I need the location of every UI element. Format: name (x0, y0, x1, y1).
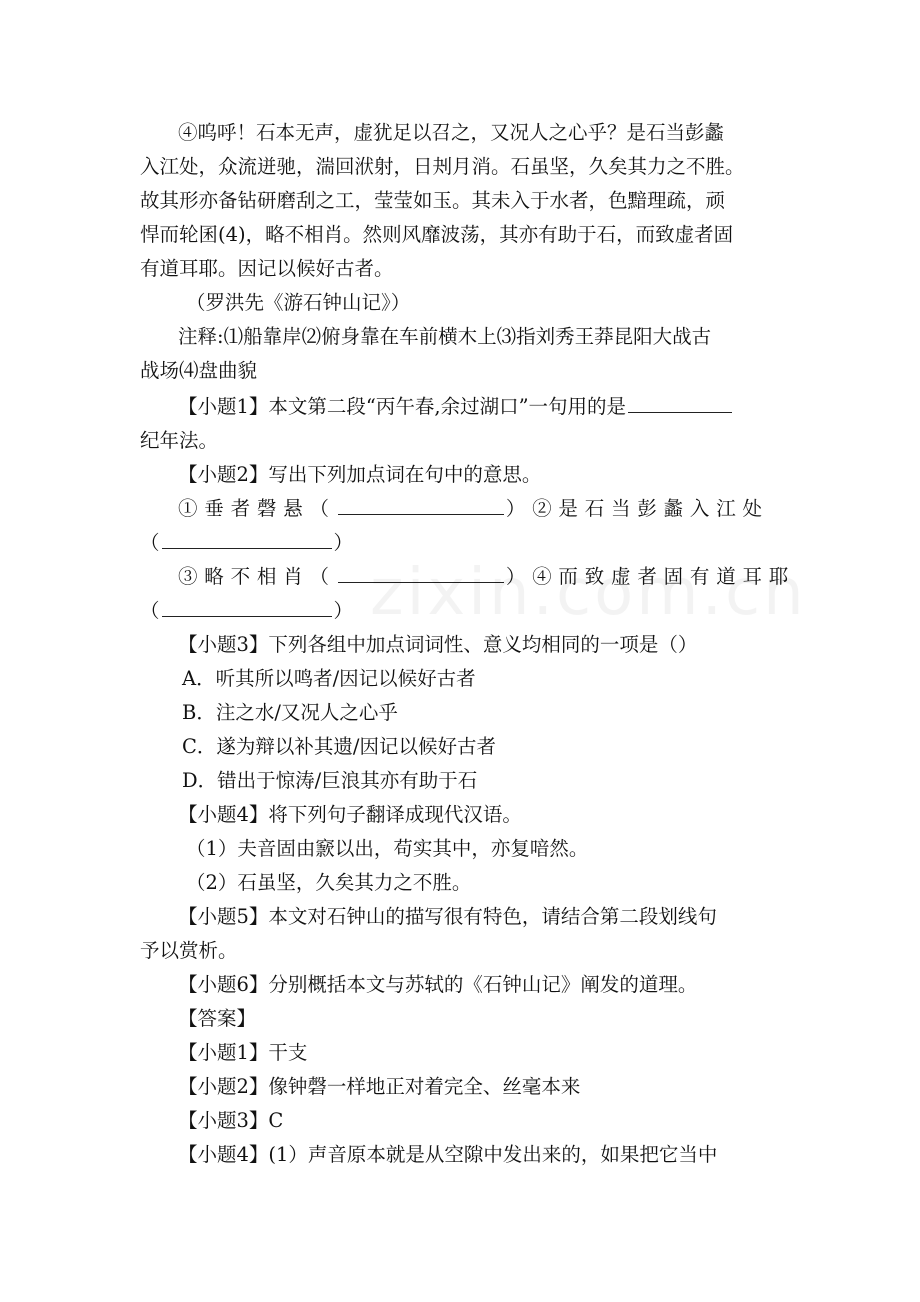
open-paren: （ (140, 599, 160, 622)
question-1-text: 【小题1】本文第二段“丙午春,余过湖口”一句用的是 (178, 395, 627, 418)
paragraph-4-line-1: ④呜呼！石本无声，虚犹足以召之，又况人之心乎？是石当彭蠡 (178, 121, 725, 144)
question-5: 【小题5】本文对石钟山的描写很有特色，请结合第二段划线句 (178, 905, 717, 928)
answer-blank-2-4[interactable] (162, 596, 332, 617)
answer-blank-2-2[interactable] (162, 528, 332, 549)
question-1-cont: 纪年法。 (140, 429, 219, 452)
open-paren: （ (140, 531, 160, 554)
question-5-cont: 予以赏析。 (140, 939, 238, 962)
question-1 (178, 390, 734, 424)
notes-line-1: 注释:⑴船靠岸⑵俯身靠在车前横木上⑶指刘秀王莽昆阳大战古 (178, 325, 712, 348)
item-3-label: ③略不相肖（ (178, 565, 336, 588)
answer-2: 【小题2】像钟磬一样地正对着完全、丝毫本来 (178, 1075, 581, 1098)
notes-line-2: 战场⑷盘曲貌 (140, 359, 258, 382)
question-2-item-row-1 (178, 492, 769, 526)
option-c: C．遂为辩以补其遗/因记以候好古者 (182, 735, 496, 758)
question-6: 【小题6】分别概括本文与苏轼的《石钟山记》阐发的道理。 (178, 973, 698, 996)
item-4-label: ）④而致虚者固有道耳耶 (505, 565, 796, 588)
question-4: 【小题4】将下列句子翻译成现代汉语。 (178, 803, 522, 826)
paragraph-4-line-4: 悍而轮囷(4)，略不相肖。然则风靡波荡，其亦有助于石，而致虚者固 (140, 223, 734, 246)
sentence-1: （1）夫音固由窾以出，苟实其中，亦复喑然。 (186, 837, 589, 860)
source-citation: （罗洪先《游石钟山记》） (186, 291, 411, 314)
answer-blank-1[interactable] (628, 392, 732, 413)
answer-4: 【小题4】(1）声音原本就是从空隙中发出来的，如果把它当中 (178, 1143, 718, 1166)
question-2-item-row-2 (140, 526, 353, 560)
question-2-item-row-4 (140, 594, 353, 628)
paragraph-4-line-2: 入江处，众流迸驰，湍回洑射，日刔月消。石虽坚，久矣其力之不胜。 (140, 155, 745, 178)
item-1-label: ①垂者磬悬（ (178, 497, 336, 520)
paragraph-4-line-3: 故其形亦备钻研磨刮之工，莹莹如玉。其未入于水者，色黯理疏，顽 (140, 189, 726, 212)
close-paren: ） (333, 599, 354, 622)
question-2-item-row-3 (178, 560, 795, 594)
close-paren: ） (333, 531, 354, 554)
answer-1: 【小题1】干支 (178, 1041, 308, 1064)
question-2: 【小题2】写出下列加点词在句中的意思。 (178, 463, 542, 486)
option-b: B．注之水/又况人之心乎 (182, 701, 398, 724)
question-3: 【小题3】下列各组中加点词词性、意义均相同的一项是（） (178, 633, 698, 656)
answer-blank-2-1[interactable] (338, 494, 504, 515)
option-d: D．错出于惊涛/巨浪其亦有助于石 (182, 769, 478, 792)
answer-blank-2-3[interactable] (338, 562, 504, 583)
answer-3: 【小题3】C (178, 1109, 284, 1132)
sentence-2: （2）石虽坚，久矣其力之不胜。 (186, 871, 472, 894)
option-a: A．听其所以鸣者/因记以候好古者 (182, 667, 476, 690)
item-2-label: ）②是石当彭蠡入江处 (505, 497, 769, 520)
answer-heading: 【答案】 (178, 1007, 257, 1030)
paragraph-4-line-5: 有道耳耶。因记以候好古者。 (140, 257, 394, 280)
